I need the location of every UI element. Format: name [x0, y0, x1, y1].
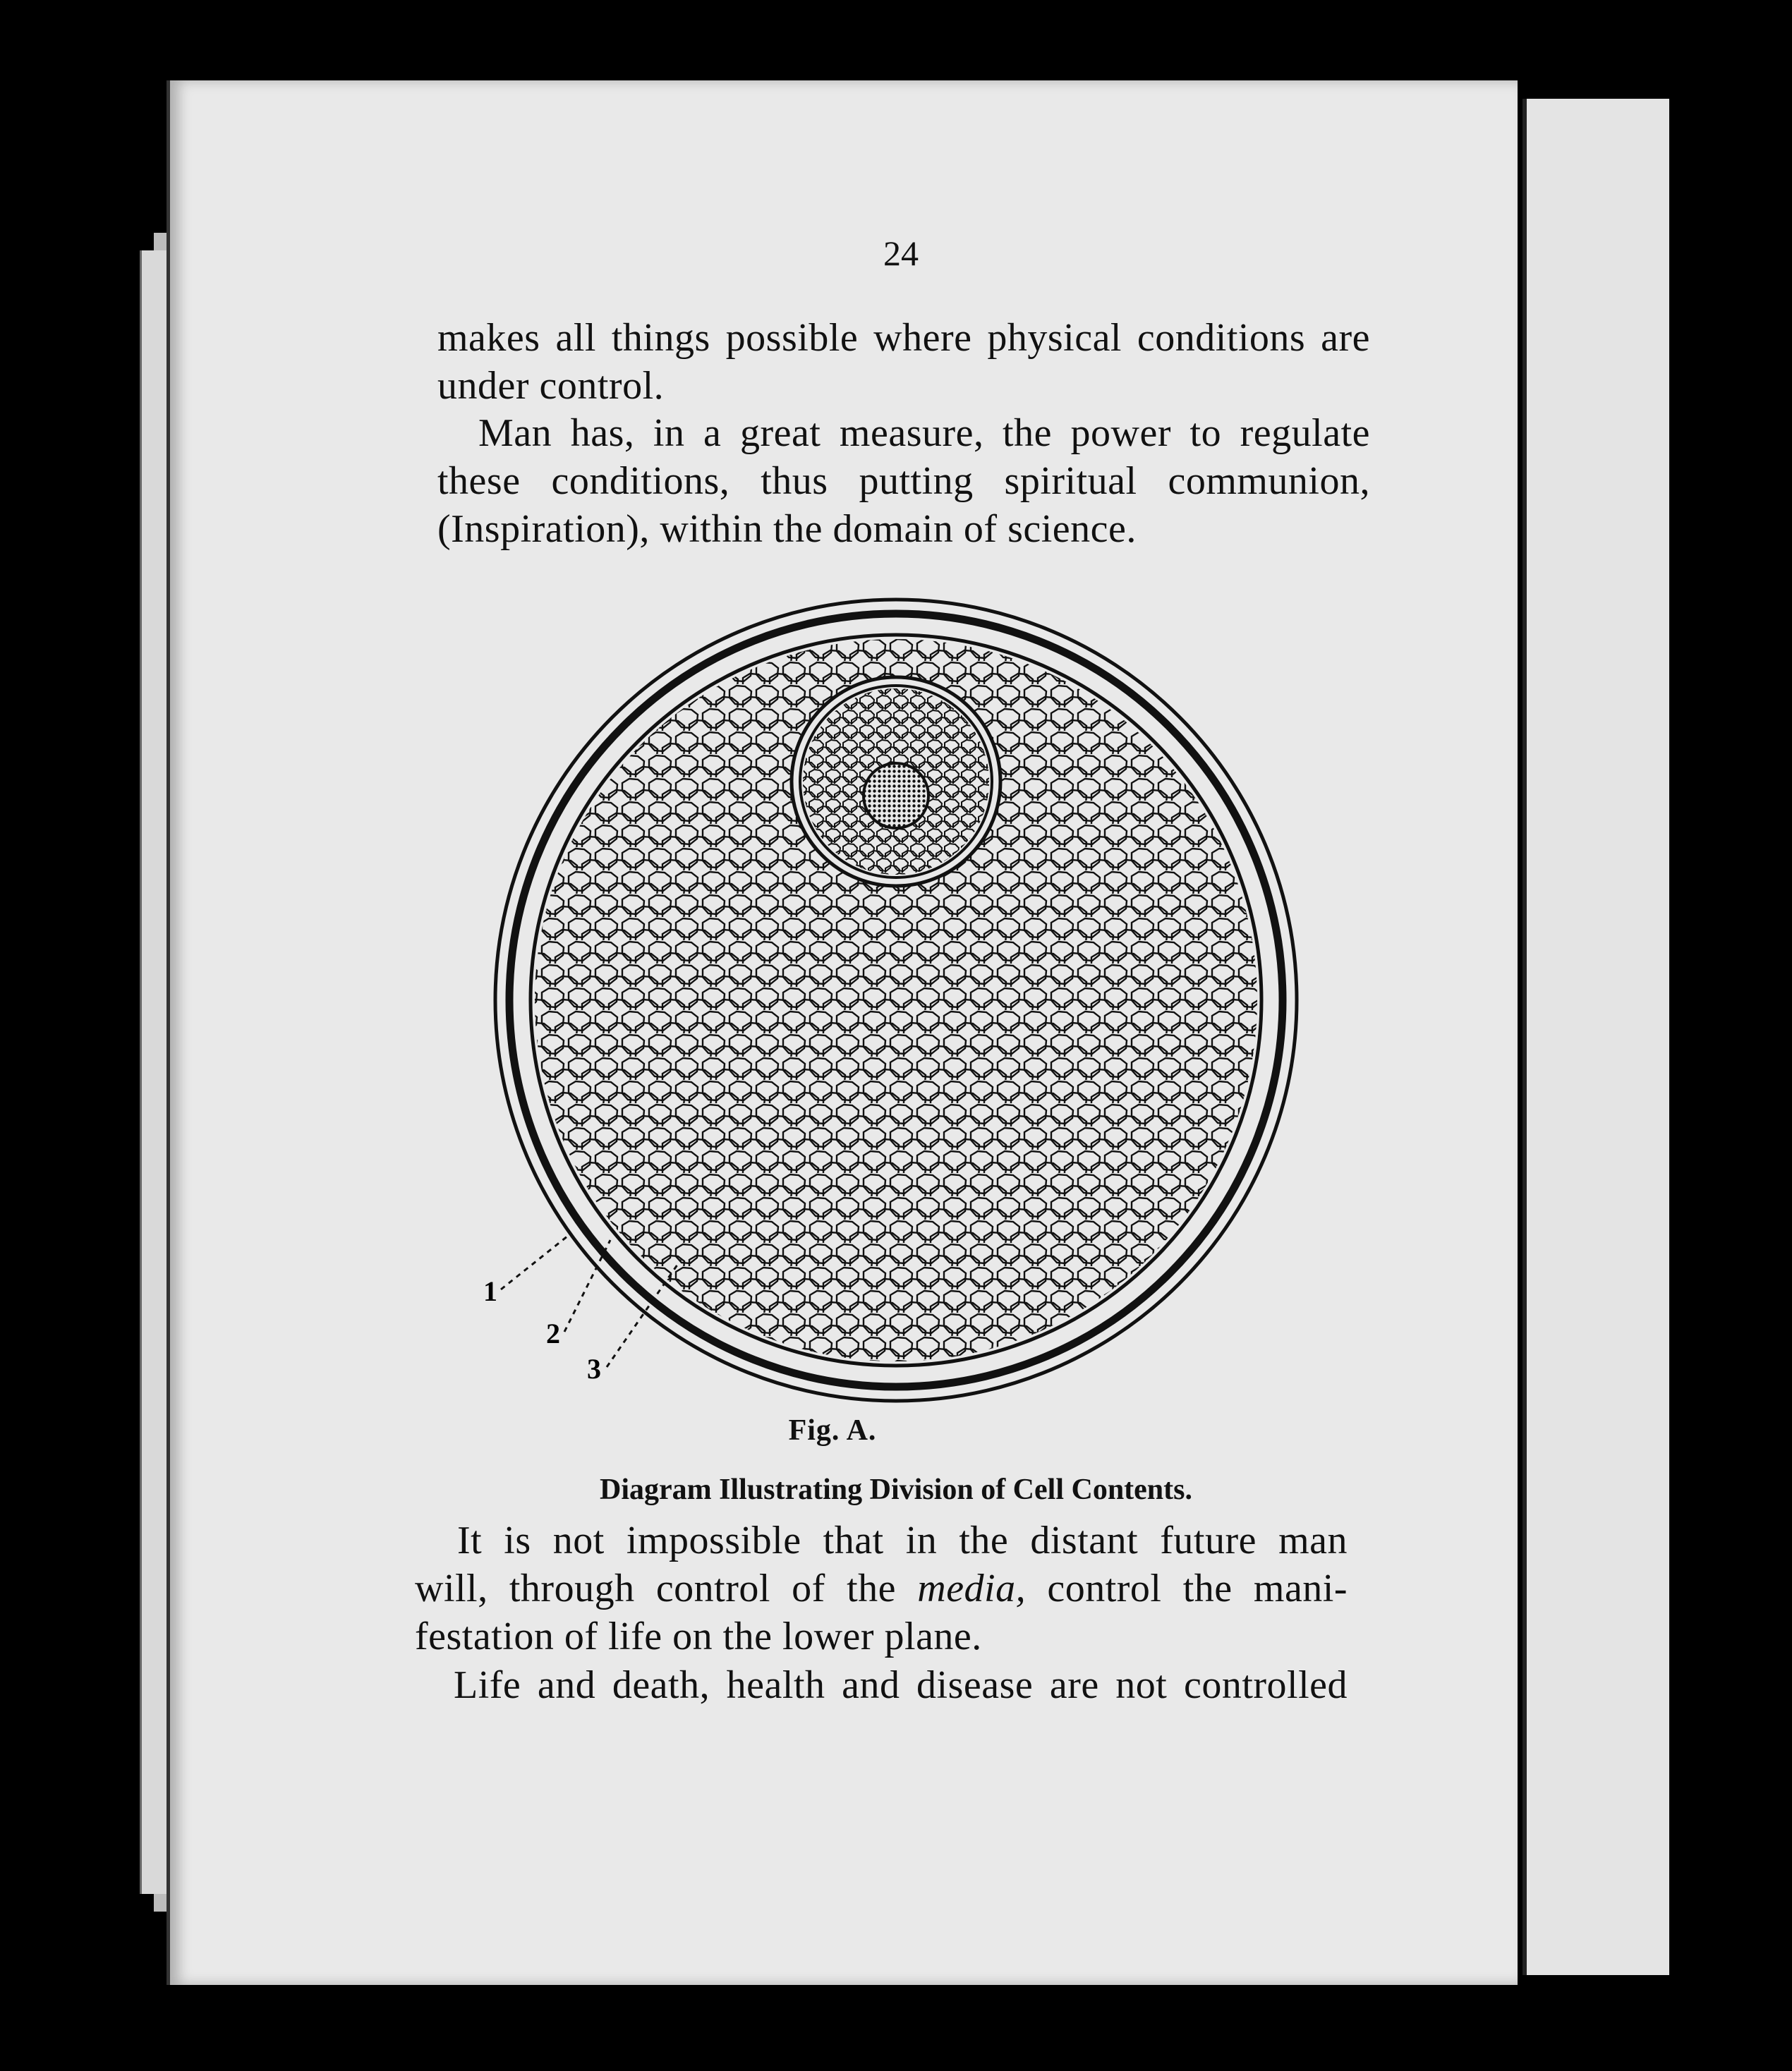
- paragraph-4-line-1: Life and death, health and disease are not controlled: [454, 1663, 1348, 1707]
- label-3: 3: [587, 1353, 601, 1385]
- paragraph-2-line-3: (Inspiration), within the domain of science.: [437, 507, 1137, 551]
- pointer-line-1: [501, 1233, 571, 1289]
- paragraph-3-line-1: It is not impossible that in the distant future man: [457, 1519, 1348, 1562]
- nucleolus: [864, 763, 928, 828]
- label-2: 2: [546, 1318, 560, 1349]
- label-1: 1: [483, 1275, 497, 1307]
- book-spine: [140, 250, 170, 1894]
- figure-title: Fig. A.: [788, 1414, 877, 1447]
- paragraph-4: [415, 1661, 1348, 1709]
- paragraph-3-line-2: [415, 1565, 1348, 1613]
- paragraph-3-italic-media: media,: [917, 1567, 1027, 1610]
- paragraph-3-line-2-end: control the mani-: [1026, 1567, 1348, 1610]
- page-number: 24: [883, 233, 919, 273]
- paragraph-1-line-1: makes all things possible where physical conditions are: [437, 316, 1370, 360]
- paragraph-2-line-2: these conditions, thus putting spiritual communion,: [437, 459, 1370, 503]
- paragraph-2: [437, 409, 1370, 553]
- paragraph-3: [415, 1517, 1348, 1660]
- facing-page-edge: [1522, 99, 1669, 1975]
- figure-caption: Diagram Illustrating Division of Cell Contents.: [600, 1474, 1192, 1506]
- paragraph-1: [437, 314, 1370, 410]
- cell-diagram: [483, 591, 1305, 1409]
- paragraph-3-line-3: festation of life on the lower plane.: [415, 1615, 982, 1658]
- paragraph-1-line-2: under control.: [437, 364, 665, 408]
- paragraph-2-line-1: Man has, in a great measure, the power to regulate: [478, 411, 1370, 455]
- paragraph-3-line-2-start: will, through control of the: [415, 1567, 918, 1610]
